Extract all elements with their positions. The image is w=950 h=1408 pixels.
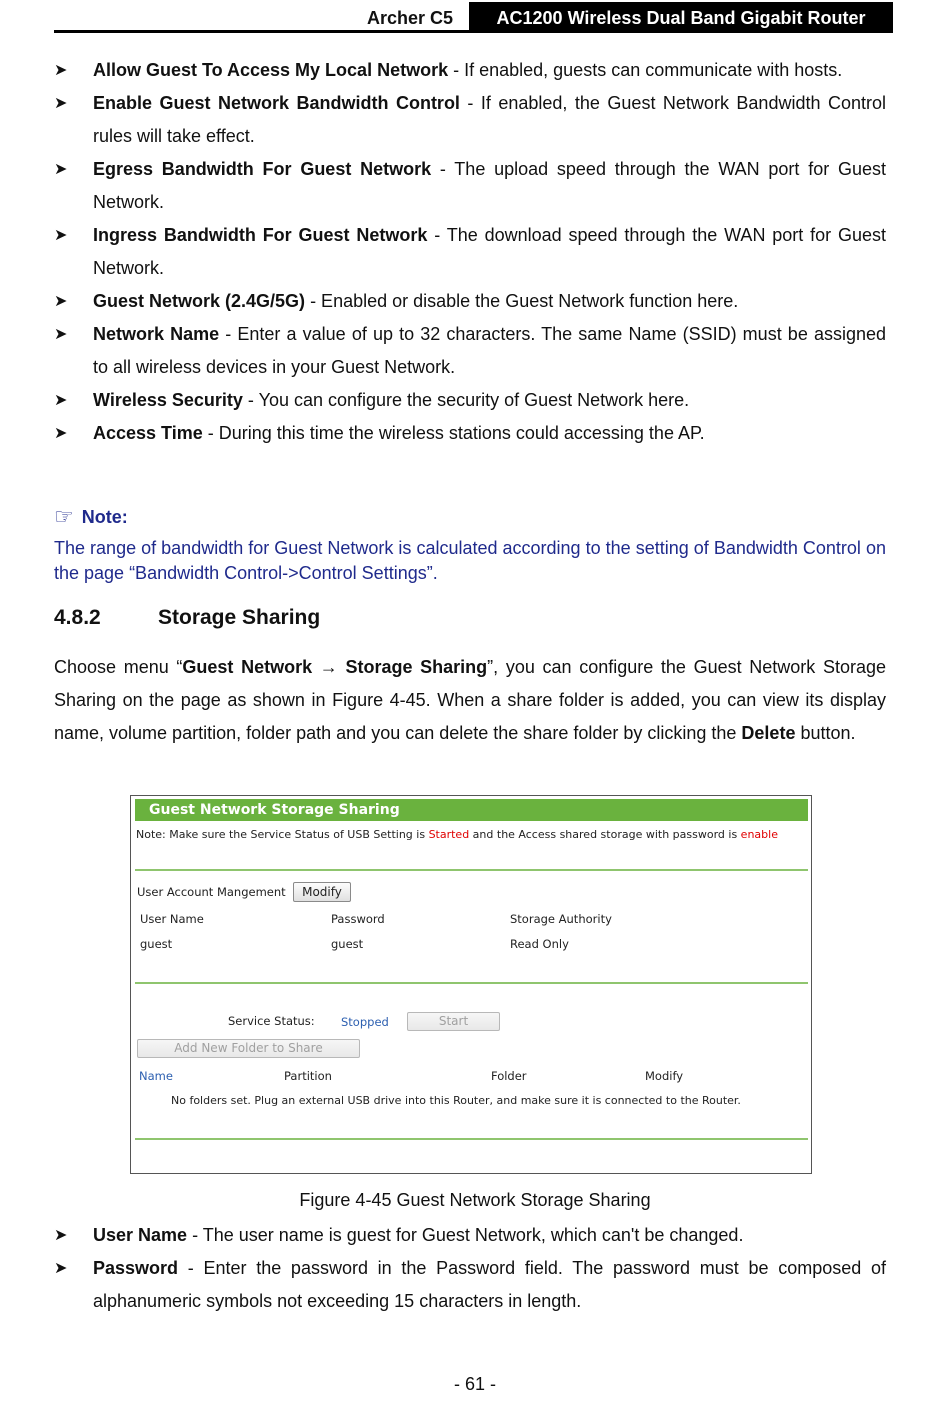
pointing-hand-icon: ☞ <box>54 504 74 529</box>
add-folder-button[interactable]: Add New Folder to Share <box>137 1039 360 1058</box>
arrow-bullet-icon: ➤ <box>54 425 68 442</box>
section-heading <box>54 606 320 630</box>
arrow-bullet-icon: ➤ <box>54 1227 68 1244</box>
section-title: Storage Sharing <box>158 606 321 629</box>
arrow-bullet-icon: ➤ <box>54 62 68 79</box>
description: - The download speed through the WAN port for Guest Network. <box>93 225 886 278</box>
arrow-bullet-icon: ➤ <box>54 1260 68 1277</box>
section-number: 4.8.2 <box>54 606 101 629</box>
term: Egress Bandwidth For Guest Network <box>93 159 432 179</box>
arrow-bullet-icon: ➤ <box>54 392 68 409</box>
list-item <box>54 219 886 285</box>
term: Enable Guest Network Bandwidth Control <box>93 93 460 113</box>
term: Allow Guest To Access My Local Network <box>93 60 449 80</box>
term: Wireless Security <box>93 390 243 410</box>
header-model: Archer C5 <box>366 8 453 28</box>
term: Network Name <box>93 324 220 344</box>
parameter-list-bottom <box>54 1219 886 1318</box>
empty-folder-message: No folders set. Plug an external USB drive into this Router, and make sure it is connected to the Router. <box>171 1094 741 1107</box>
term: Access Time <box>93 423 203 443</box>
usb-note <box>136 828 778 841</box>
arrow-bullet-icon: ➤ <box>54 227 68 244</box>
description: - The upload speed through the WAN port for Guest Network. <box>93 159 886 212</box>
description: - Enter the password in the Password field. The password must be composed of alphanumeric symbols not exceeding 15 characters in length. <box>93 1258 886 1311</box>
header-divider <box>54 30 893 33</box>
arrow-bullet-icon: ➤ <box>54 326 68 343</box>
status-enable: enable <box>740 828 778 841</box>
note-text: Note: Make sure the Service Status of USB Setting is <box>136 828 429 841</box>
column-header-storage-authority: Storage Authority <box>510 912 612 926</box>
text-run: ”, you can configure the Guest Network Storage Sharing on the page as shown in Figure 4-45. When a share folder is added, you can view its display name, volume partition, folder path and you can delete the share folder by clicking the <box>54 657 886 743</box>
term: Password <box>93 1258 179 1278</box>
arrow-bullet-icon: ➤ <box>54 161 68 178</box>
service-status-value: Stopped <box>341 1015 389 1029</box>
parameter-list <box>54 54 886 450</box>
storage-authority-value: Read Only <box>510 937 569 951</box>
user-name-value: guest <box>140 937 173 951</box>
column-header-user-name: User Name <box>140 912 204 926</box>
divider <box>135 1138 808 1140</box>
note-heading: Note: <box>81 506 128 527</box>
storage-sharing-screenshot <box>130 795 812 1174</box>
text-run: Choose menu “ <box>54 657 183 677</box>
list-item <box>54 417 886 450</box>
column-header-modify: Modify <box>645 1069 684 1083</box>
note-block <box>54 502 886 586</box>
description: - Enabled or disable the Guest Network function here. <box>305 291 739 311</box>
list-item <box>54 384 886 417</box>
user-account-label: User Account Mangement <box>137 885 286 899</box>
page-number: - 61 - <box>453 1374 496 1394</box>
figure-caption: Figure 4-45 Guest Network Storage Sharing <box>299 1190 651 1210</box>
start-button[interactable]: Start <box>407 1012 500 1031</box>
text-run: button. <box>795 723 856 743</box>
panel-title: Guest Network Storage Sharing <box>135 799 808 821</box>
column-header-name[interactable]: Name <box>139 1069 173 1083</box>
note-text: and the Access shared storage with password is <box>469 828 741 841</box>
description: - If enabled, guests can communicate with hosts. <box>448 60 843 80</box>
note-text: The range of bandwidth for Guest Network is calculated according to the setting of Bandwidth Control on the page “Bandwidth Control->Control Settings”. <box>54 538 886 583</box>
column-header-password: Password <box>331 912 385 926</box>
menu-name: Storage Sharing <box>345 657 488 677</box>
note-heading-row <box>54 502 886 532</box>
description: - If enabled, the Guest Network Bandwidth Control rules will take effect. <box>93 93 886 146</box>
list-item <box>54 318 886 384</box>
arrow-bullet-icon: ➤ <box>54 95 68 112</box>
status-started: Started <box>428 828 470 841</box>
list-item <box>54 153 886 219</box>
term: User Name <box>93 1225 188 1245</box>
divider <box>135 869 808 871</box>
description: - Enter a value of up to 32 characters. The same Name (SSID) must be assigned to all wireless devices in your Guest Network. <box>93 324 887 377</box>
divider <box>135 982 808 984</box>
term: Ingress Bandwidth For Guest Network <box>93 225 428 245</box>
intro-paragraph <box>54 651 886 750</box>
page-header <box>54 2 893 32</box>
description: - You can configure the security of Guest Network here. <box>242 390 690 410</box>
menu-name: Guest Network <box>182 657 313 677</box>
delete-term: Delete <box>741 723 796 743</box>
arrow-icon: → <box>319 657 338 677</box>
list-item <box>54 1252 886 1318</box>
list-item <box>54 54 886 87</box>
description: - The user name is guest for Guest Network, which can't be changed. <box>187 1225 744 1245</box>
column-header-partition: Partition <box>284 1069 332 1083</box>
list-item <box>54 87 886 153</box>
description: - During this time the wireless stations could accessing the AP. <box>202 423 705 443</box>
term: Guest Network (2.4G/5G) <box>93 291 306 311</box>
list-item <box>54 1219 886 1252</box>
password-value: guest <box>331 937 364 951</box>
column-header-folder: Folder <box>491 1069 527 1083</box>
header-product: AC1200 Wireless Dual Band Gigabit Router <box>469 2 893 32</box>
service-status-label: Service Status: <box>228 1014 315 1028</box>
arrow-bullet-icon: ➤ <box>54 293 68 310</box>
modify-button[interactable]: Modify <box>293 882 351 902</box>
list-item <box>54 285 886 318</box>
